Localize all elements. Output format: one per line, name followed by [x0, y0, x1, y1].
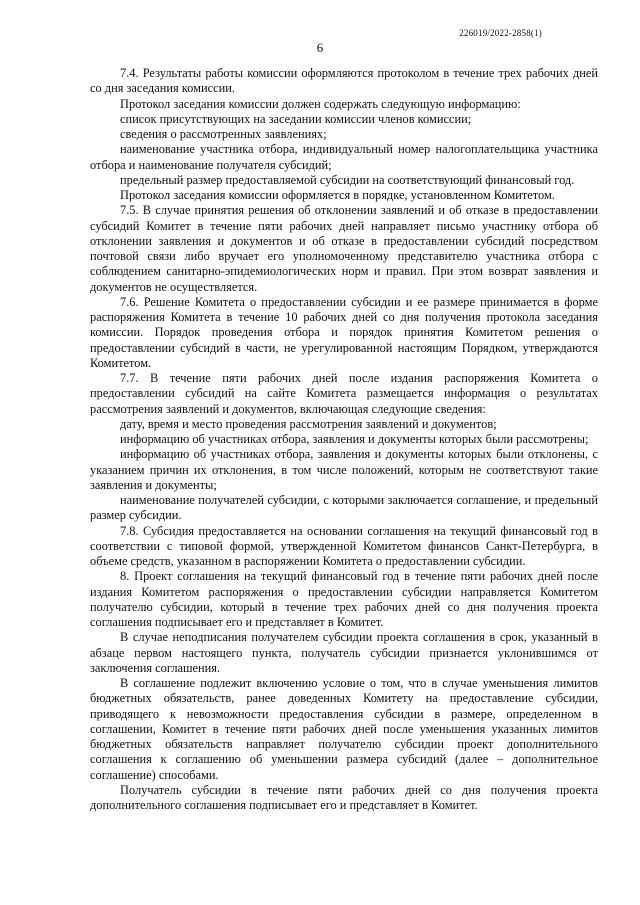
paragraph-7-8: 7.8. Субсидия предоставляется на основании соглашения на текущий финансовый год в соответствии с типовой формой, утвержденной Комитетом финансов Санкт-Петербурга, в объеме средств, указанном в распоряжении Комитета о предоставлении субсидии.: [90, 523, 598, 568]
paragraph-7-7: 7.7. В течение пяти рабочих дней после издания распоряжения Комитета о предоставлении субсидий на сайте Комитета размещается информация о результатах рассмотрения заявлений и документов, включающая следующие сведения:: [90, 371, 598, 416]
paragraph-reviewed-participants: информацию об участниках отбора, заявления и документы которых были рассмотрены;: [120, 432, 589, 446]
paragraph-applications-info: сведения о рассмотренных заявлениях;: [120, 127, 327, 141]
paragraph-7-6: 7.6. Решение Комитета о предоставлении субсидии и ее размере принимается в форме распоряжения Комитета в течение 10 рабочих дней со дня получения протокола заседания комиссии. Порядок проведения отбора и порядок принятия Комитетом решения о предоставлении субсидий в части, не урегулированной настоящим Порядком, утверждаются Комитетом.: [90, 294, 598, 370]
paragraph-members-list: список присутствующих на заседании комиссии членов комиссии;: [120, 111, 472, 126]
paragraph-recipients: наименование получателей субсидии, с которыми заключается соглашение, и предельный размер субсидии.: [90, 493, 598, 523]
paragraph-7-4: 7.4. Результаты работы комиссии оформляются протоколом в течение трех рабочих дней со дня заседания комиссии.: [90, 66, 598, 96]
paragraph-additional-agreement: Получатель субсидии в течение пяти рабочих дней со дня получения проекта дополнительного соглашения подписывает его и представляет в Комитет.: [90, 782, 598, 812]
document-body: [90, 66, 598, 813]
paragraph-max-subsidy: предельный размер предоставляемой субсидии на соответствующий финансовый год.: [120, 172, 575, 187]
paragraph-7-5: 7.5. В случае принятия решения об отклонении заявлений и об отказе в предоставлении субсидий Комитет в течение пяти рабочих дней направляет письмо участнику отбора об отклонении заявления и документов и об отказе в предоставлении субсидий посредством почтовой связи либо вручает его уполномоченному представителю участника отбора с соблюдением санитарно-эпидемиологических норм и правил. При этом возврат заявления и документов не осуществляется.: [90, 203, 598, 294]
paragraph-non-signing: В случае неподписания получателем субсидии проекта соглашения в срок, указанный в абзаце первом настоящего пункта, получатель субсидии признается уклонившимся от заключения соглашения.: [90, 630, 598, 675]
paragraph-protocol-procedure: Протокол заседания комиссии оформляется в порядке, установленном Комитетом.: [120, 188, 555, 202]
paragraph-protocol-contents: Протокол заседания комиссии должен содержать следующую информацию:: [120, 96, 521, 111]
paragraph-review-date: дату, время и место проведения рассмотрения заявлений и документов;: [120, 416, 497, 431]
paragraph-participant-name: наименование участника отбора, индивидуальный номер налогоплательщика участника отбора и наименование получателя субсидий;: [90, 142, 598, 172]
paragraph-agreement-condition: В соглашение подлежит включению условие о том, что в случае уменьшения лимитов бюджетных обязательств, ранее доведенных Комитету на предоставление субсидии, приводящего к невозможности предоставления субсидии в размере, определенном в соглашении, Комитет в течение пяти рабочих дней после уменьшения указанных лимитов бюджетных обязательств направляет получателю субсидии проект дополнительного соглашения к соглашению об уменьшении размера субсидий (далее – дополнительное соглашение) способами.: [90, 676, 598, 782]
page-number: 6: [316, 40, 324, 55]
paragraph-8: 8. Проект соглашения на текущий финансовый год в течение пяти рабочих дней после издания Комитетом распоряжения о предоставлении субсидии направляется Комитетом получателю субсидии, который в течение трех рабочих дней со дня получения проекта соглашения подписывает его и представляет в Комитет.: [90, 569, 598, 629]
paragraph-rejected-participants: информацию об участниках отбора, заявления и документы которых были отклонены, с указанием причин их отклонения, в том числе положений, которым не соответствуют такие заявления и документы;: [90, 447, 598, 492]
document-registration-number: 226019/2022-2858(1): [459, 28, 542, 38]
